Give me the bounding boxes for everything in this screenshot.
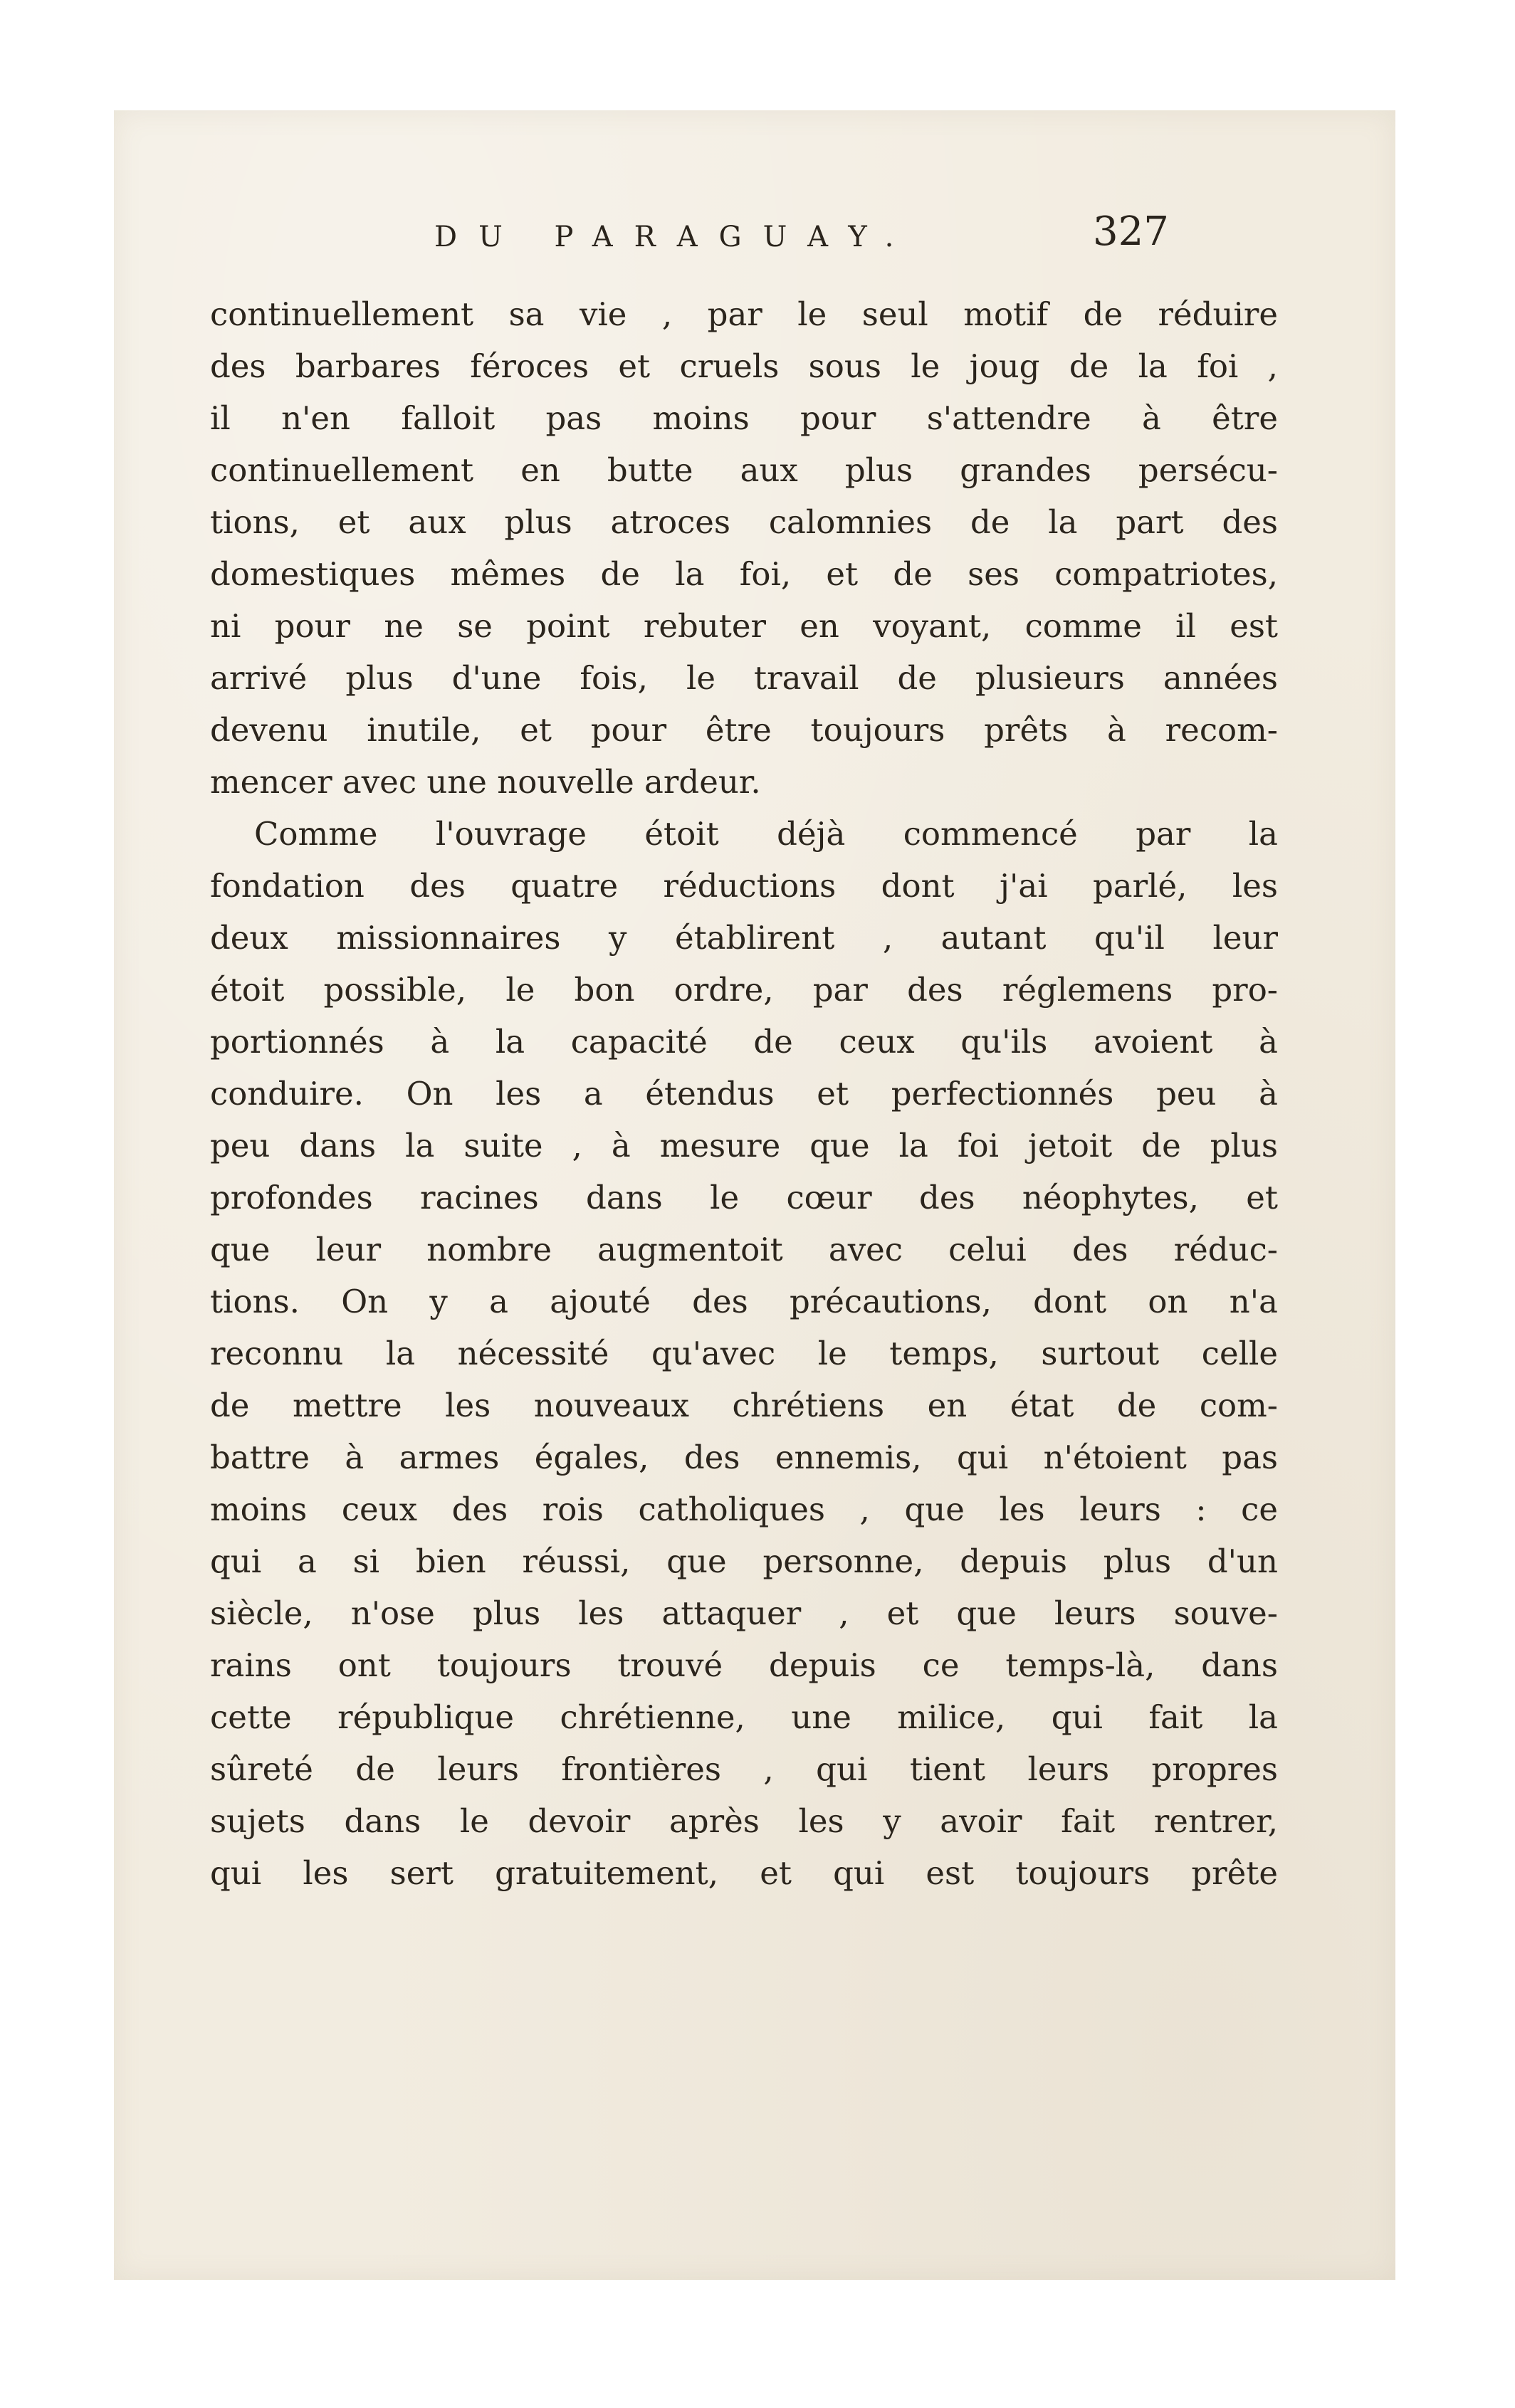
text-line: sûreté de leurs frontières , qui tient leurs propres <box>210 1750 1278 1788</box>
text-line: tions. On y a ajouté des précautions, dont on n'a <box>210 1283 1278 1320</box>
text-line: que leur nombre augmentoit avec celui des réduc- <box>210 1231 1278 1268</box>
text-line: devenu inutile, et pour être toujours prêts à recom- <box>210 711 1278 749</box>
text-line: étoit possible, le bon ordre, par des réglemens pro- <box>210 971 1278 1009</box>
text-line: conduire. On les a étendus et perfectionnés peu à <box>210 1075 1278 1113</box>
page-number: 327 <box>1093 209 1169 255</box>
book-page <box>114 110 1395 2280</box>
text-line: reconnu la nécessité qu'avec le temps, surtout celle <box>210 1335 1278 1372</box>
text-line: de mettre les nouveaux chrétiens en état de com- <box>210 1387 1278 1424</box>
text-line: portionnés à la capacité de ceux qu'ils avoient à <box>210 1023 1278 1061</box>
text-line: deux missionnaires y établirent , autant qu'il leur <box>210 919 1278 957</box>
text-line: domestiques mêmes de la foi, et de ses compatriotes, <box>210 555 1278 593</box>
text-line: qui les sert gratuitement, et qui est toujours prête <box>210 1854 1278 1892</box>
paragraph-end-line: mencer avec une nouvelle ardeur. <box>210 763 761 801</box>
text-line: cette république chrétienne, une milice, qui fait la <box>210 1698 1278 1736</box>
text-line: peu dans la suite , à mesure que la foi jetoit de plus <box>210 1127 1278 1164</box>
text-line: fondation des quatre réductions dont j'ai parlé, les <box>210 867 1278 905</box>
text-line: rains ont toujours trouvé depuis ce temps-là, dans <box>210 1646 1278 1684</box>
paragraph-start-line: Comme l'ouvrage étoit déjà commencé par la <box>254 815 1278 853</box>
body-text <box>210 288 1278 1899</box>
text-line: sujets dans le devoir après les y avoir fait rentrer, <box>210 1802 1278 1840</box>
running-head: DU PARAGUAY. <box>434 221 916 253</box>
text-line: tions, et aux plus atroces calomnies de la part des <box>210 503 1278 541</box>
text-line: il n'en falloit pas moins pour s'attendre à être <box>210 399 1278 437</box>
text-line: des barbares féroces et cruels sous le joug de la foi , <box>210 347 1278 385</box>
text-line: continuellement en butte aux plus grandes persécu- <box>210 451 1278 489</box>
text-line: continuellement sa vie , par le seul motif de réduire <box>210 295 1278 333</box>
text-line: profondes racines dans le cœur des néophytes, et <box>210 1179 1278 1216</box>
text-line: battre à armes égales, des ennemis, qui n'étoient pas <box>210 1439 1278 1476</box>
text-line: qui a si bien réussi, que personne, depuis plus d'un <box>210 1542 1278 1580</box>
text-line: moins ceux des rois catholiques , que les leurs : ce <box>210 1490 1278 1528</box>
text-line: siècle, n'ose plus les attaquer , et que leurs souve- <box>210 1594 1278 1632</box>
text-line: arrivé plus d'une fois, le travail de plusieurs années <box>210 659 1278 697</box>
text-line: ni pour ne se point rebuter en voyant, comme il est <box>210 607 1278 645</box>
